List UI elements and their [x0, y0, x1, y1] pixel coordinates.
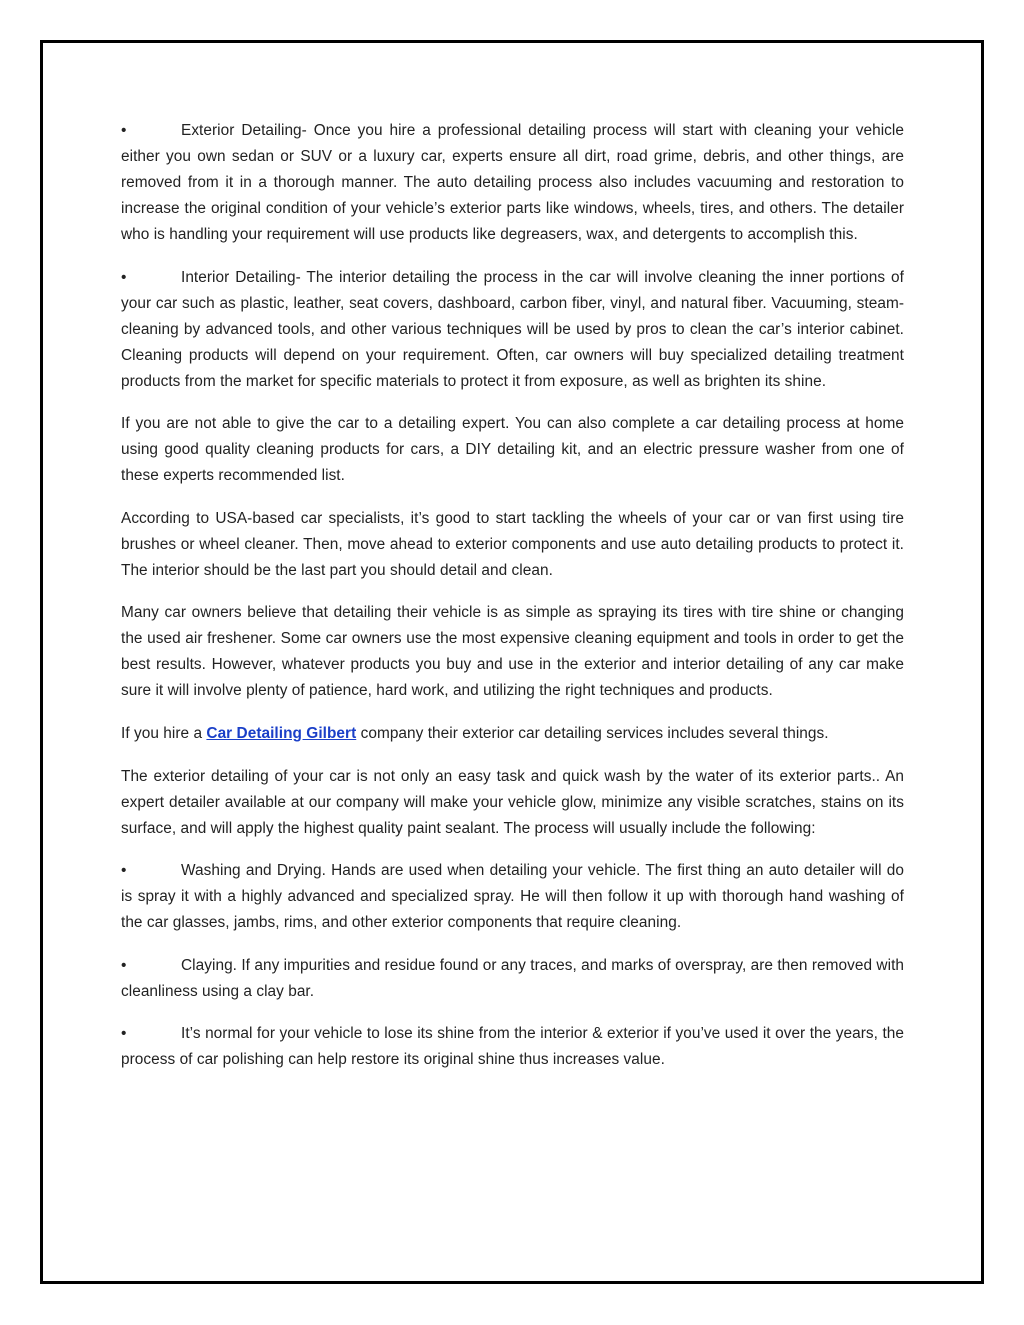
document-body: [121, 118, 904, 1090]
bullet-marker: •: [121, 122, 127, 139]
paragraph-car-owners-belief: Many car owners believe that detailing their vehicle is as simple as spraying its tires with tire shine or changing the used air freshener. Some car owners use the most expensive cleaning equipment and tools in order to get the best results. However, whatever products you buy and use in the exterior and interior detailing of any car make sure it will involve plenty of patience, hard work, and utilizing the right techniques and products.: [121, 604, 904, 700]
paragraph-hire-company: [121, 721, 904, 747]
car-detailing-gilbert-link[interactable]: Car Detailing Gilbert: [206, 724, 357, 742]
bullet-paragraph-interior-detailing: [121, 265, 904, 395]
bullet-paragraph-polishing: [121, 1021, 904, 1073]
paragraph-text: It’s normal for your vehicle to lose its shine from the interior & exterior if you’ve used it over the years, the process of car polishing can help restore its original shine thus increases value.: [121, 1025, 904, 1069]
bullet-paragraph-exterior-detailing: [121, 118, 904, 248]
bullet-paragraph-claying: [121, 953, 904, 1005]
paragraph-text: Interior Detailing- The interior detailing the process in the car will involve cleaning the inner portions of your car such as plastic, leather, seat covers, dashboard, carbon fiber, vinyl, and natural fiber. Vacuuming, steam-cleaning by advanced tools, and other various techniques will be used by pros to clean the car’s interior cabinet. Cleaning products will depend on your requirement. Often, car owners will buy specialized detailing treatment products from the market for specific materials to protect it from exposure, as well as brighten its shine.: [121, 268, 904, 390]
paragraph-text: Claying. If any impurities and residue found or any traces, and marks of overspray, are then removed with cleanliness using a clay bar.: [121, 956, 904, 1000]
paragraph-exterior-detailing-overview: The exterior detailing of your car is not only an easy task and quick wash by the water of its exterior parts.. An expert detailer available at our company will make your vehicle glow, minimize any visible scratches, stains on its surface, and will apply the highest quality paint sealant. The process will usually include the following:: [121, 767, 904, 837]
bullet-marker: •: [121, 268, 127, 286]
paragraph-text-after-link: company their exterior car detailing services includes several things.: [356, 724, 829, 742]
paragraph-diy-detailing: If you are not able to give the car to a detailing expert. You can also complete a car detailing process at home using good quality cleaning products for cars, a DIY detailing kit, and an electric pressure washer from one of these experts recommended list.: [121, 415, 904, 485]
paragraph-text: Washing and Drying. Hands are used when detailing your vehicle. The first thing an auto detailer will do is spray it with a highly advanced and specialized spray. He will then follow it up with thorough hand washing of the car glasses, jambs, rims, and other exterior components that require cleaning.: [121, 862, 904, 932]
paragraph-usa-specialists: According to USA-based car specialists, it’s good to start tackling the wheels of your car or van first using tire brushes or wheel cleaner. Then, move ahead to exterior components and use auto detailing products to protect it. The interior should be the last part you should detail and clean.: [121, 509, 904, 579]
bullet-marker: •: [121, 862, 127, 880]
bullet-marker: •: [121, 1025, 127, 1043]
bullet-paragraph-washing-drying: [121, 858, 904, 936]
bullet-marker: •: [121, 956, 127, 974]
paragraph-text-before-link: If you hire a: [121, 724, 207, 742]
paragraph-text: Exterior Detailing- Once you hire a professional detailing process will start with cleaning your vehicle either you own sedan or SUV or a luxury car, experts ensure all dirt, road grime, debris, and other things, are removed from it in a thorough manner. The auto detailing process also includes vacuuming and restoration to increase the original condition of your vehicle’s exterior parts like windows, wheels, tires, and others. The detailer who is handling your requirement will use products like degreasers, wax, and detergents to accomplish this.: [121, 122, 904, 243]
